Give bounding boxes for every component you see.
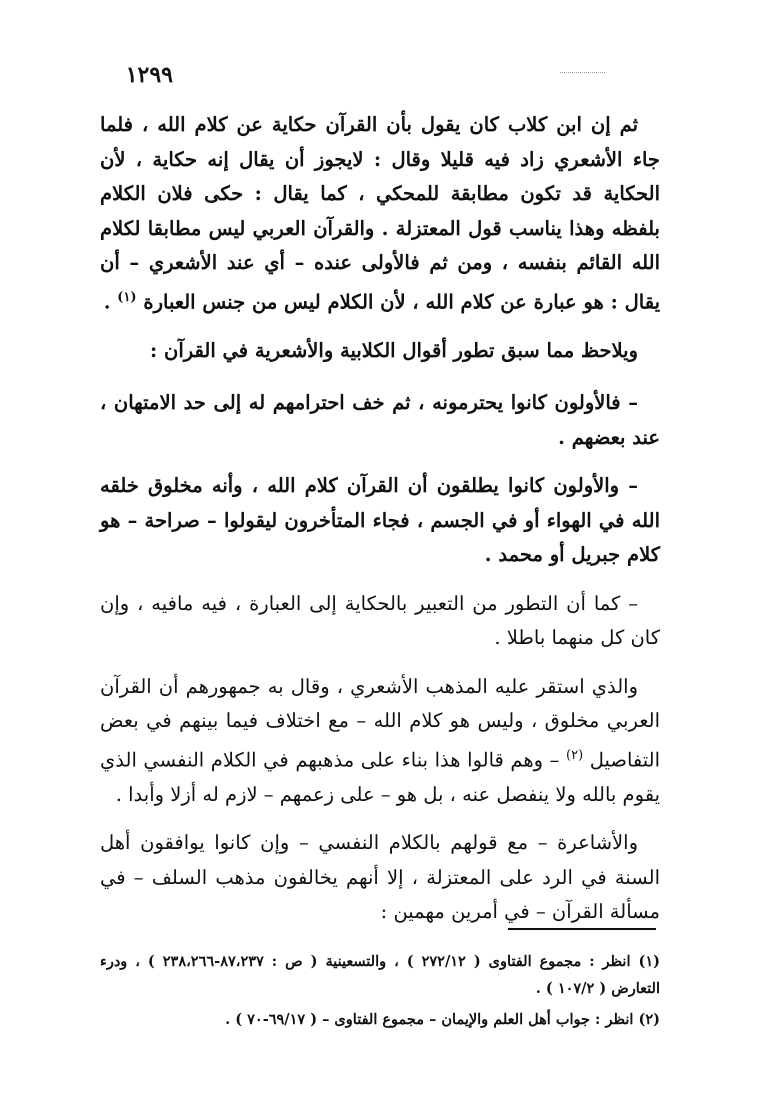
paragraph-development: – كما أن التطور من التعبير بالحكاية إلى العبارة ، فيه مافيه ، وإن كان كل منهما باطلا . <box>100 591 660 649</box>
paragraph-respect: – فالأولون كانوا يحترمونه ، ثم خف احترامهم له إلى حد الامتهان ، عند بعضهم . <box>100 391 660 449</box>
footnote-2: (٢) انظر : جواب أهل العلم والإيمان – مجموع الفتاوى – ( ٦٩/١٧-٧٠ ) . <box>225 1011 660 1028</box>
body-text <box>100 108 660 944</box>
footnote-ref-1: (١) <box>117 289 137 305</box>
footnote-1: (١) انظر : مجموع الفتاوى ( ٢٧٢/١٢ ) ، والتسعينية ( ص : ٨٧،٢٣٧-٢٣٨،٢٦٦ ) ، ودرء التعارض ( ١٠٧/٢ ) . <box>100 953 660 997</box>
paragraph-tail: – وهم قالوا هذا بناء على مذهبهم في الكلام النفسي الذي يقوم بالله ولا ينفصل عنه ، بل هو – على زعمهم – لازم له أزلا وأبدا . <box>100 748 660 806</box>
page-number: ١٢٩٩ <box>125 62 173 88</box>
paragraph-ibn-kullab <box>100 108 660 320</box>
header-dots <box>560 72 605 73</box>
paragraph-tail: . <box>103 290 118 313</box>
paragraph-created: – والأولون كانوا يطلقون أن القرآن كلام الله ، وأنه مخلوق خلقه الله في الهواء أو في الجسم ، فجاء المتأخرون ليقولوا – صراحة – هو كلام جبريل أو محمد . <box>100 474 660 566</box>
footnote-divider <box>508 928 656 930</box>
paragraph-text: والذي استقر عليه المذهب الأشعري ، وقال به جمهورهم أن القرآن العربي مخلوق ، وليس هو كلام الله – مع اختلاف فيما بينهم في بعض التفاصيل <box>100 674 660 771</box>
paragraph-observation: ويلاحظ مما سبق تطور أقوال الكلابية والأشعرية في القرآن : <box>150 338 638 362</box>
paragraph-text: ثم إن ابن كلاب كان يقول بأن القرآن حكاية عن كلام الله ، فلما جاء الأشعري زاد فيه قليلا وقال : لايجوز أن يقال إنه حكاية ، لأن الحكاية قد تكون مطابقة للمحكي ، كما يقال : حكى فلان الكلام بلفظه وهذا يناسب قول المعتزلة . والقرآن العربي ليس مطابقا لكلام الله القائم بنفسه ، ومن ثم فالأولى عنده – أي عند الأشعري – أن يقال : هو عبارة عن كلام الله ، لأن الكلام ليس من جنس العبارة <box>100 113 660 313</box>
footnotes <box>100 948 660 1037</box>
footnote-ref-2: (٢) <box>566 747 584 763</box>
paragraph-asharites: والأشاعرة – مع قولهم بالكلام النفسي – وإن كانوا يوافقون أهل السنة في الرد على المعتزلة ، إلا أنهم يخالفون مذهب السلف – في مسألة القرآن – في أمرين مهمين : <box>100 831 660 923</box>
paragraph-ashari-doctrine <box>100 670 660 813</box>
